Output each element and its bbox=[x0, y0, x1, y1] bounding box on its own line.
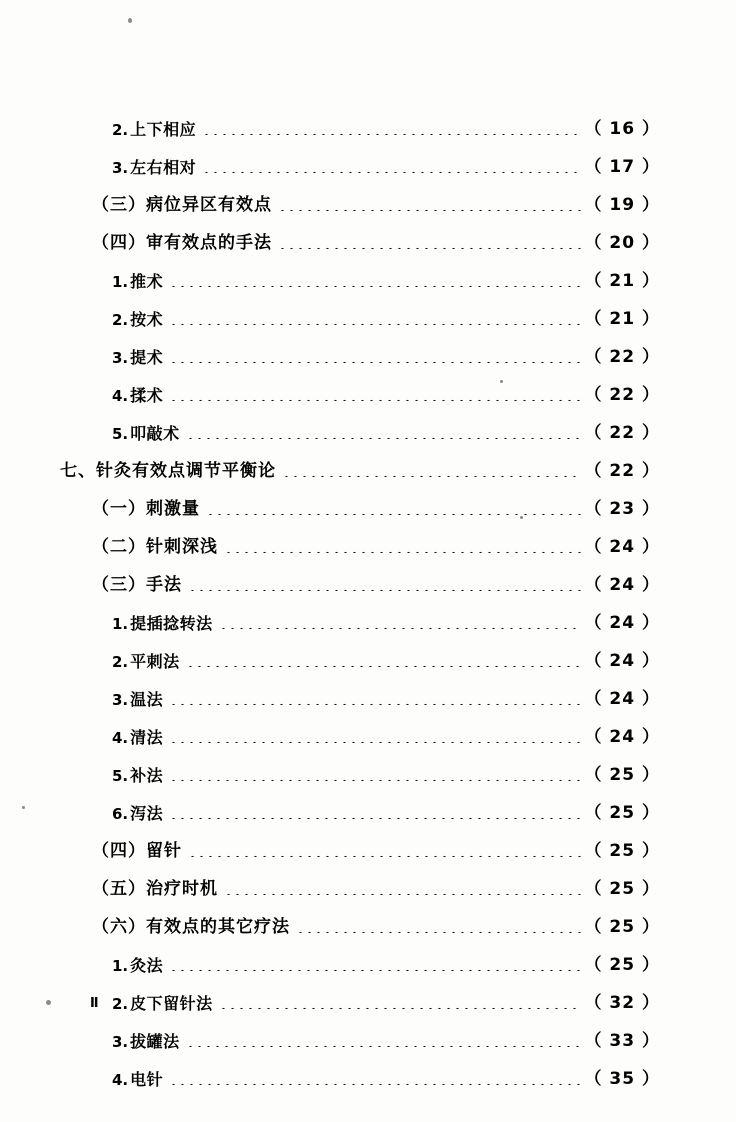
toc-entry-number: 5. bbox=[112, 767, 129, 785]
toc-entry-page-number: （ 25 ） bbox=[584, 879, 660, 899]
toc-entry-page-number: （ 24 ） bbox=[584, 537, 660, 557]
dot-leader bbox=[186, 429, 581, 439]
toc-entry-page-number: （ 24 ） bbox=[584, 727, 660, 747]
toc-entry[interactable] bbox=[60, 214, 660, 252]
toc-entry-page-number: （ 22 ） bbox=[584, 347, 660, 367]
toc-entry-number: 1. bbox=[112, 273, 129, 291]
toc-entry-page-number: （ 24 ） bbox=[584, 689, 660, 709]
dot-leader bbox=[169, 695, 580, 705]
toc-entry-page-number: （ 20 ） bbox=[584, 233, 660, 253]
page-folio: Ⅱ bbox=[90, 996, 100, 1011]
dot-leader bbox=[169, 353, 580, 363]
toc-entry-page-number: （ 22 ） bbox=[584, 423, 660, 443]
toc-entry-page-number: （ 25 ） bbox=[584, 803, 660, 823]
toc-entry[interactable] bbox=[60, 708, 660, 746]
toc-entry-label: 补法 bbox=[130, 766, 164, 785]
dot-leader bbox=[169, 277, 580, 287]
toc-entry-label: 灸法 bbox=[130, 956, 164, 975]
dot-leader bbox=[224, 543, 581, 553]
toc-entry[interactable] bbox=[60, 556, 660, 594]
toc-entry-label: 按术 bbox=[130, 310, 164, 329]
toc-entry-page-number: （ 22 ） bbox=[584, 385, 660, 405]
toc-entry-label: （六）有效点的其它疗法 bbox=[92, 917, 290, 937]
toc-entry-number: 6. bbox=[112, 805, 129, 823]
toc-entry[interactable] bbox=[60, 480, 660, 518]
toc-entry[interactable] bbox=[60, 594, 660, 632]
dot-leader bbox=[169, 771, 580, 781]
toc-entry[interactable] bbox=[60, 784, 660, 822]
toc-entry-number: 3. bbox=[112, 691, 129, 709]
toc-entry-number: 1. bbox=[112, 615, 129, 633]
toc-entry-page-number: （ 23 ） bbox=[584, 499, 660, 519]
toc-entry[interactable] bbox=[60, 936, 660, 974]
toc-entry-label: 清法 bbox=[130, 728, 164, 747]
toc-entry[interactable] bbox=[60, 290, 660, 328]
dot-leader bbox=[169, 961, 580, 971]
dot-leader bbox=[169, 809, 580, 819]
dot-leader bbox=[278, 201, 581, 211]
toc-entry-number: 2. bbox=[112, 311, 129, 329]
toc-entry-number: 3. bbox=[112, 349, 129, 367]
toc-entry[interactable] bbox=[60, 974, 660, 1012]
toc-entry-label: 皮下留针法 bbox=[130, 994, 213, 1013]
toc-entry-page-number: （ 25 ） bbox=[584, 841, 660, 861]
toc-entry-label: 叩敲术 bbox=[130, 424, 180, 443]
toc-entry-label: 推术 bbox=[130, 272, 164, 291]
toc-entry[interactable] bbox=[60, 328, 660, 366]
toc-entry-number: 4. bbox=[112, 1071, 129, 1089]
scan-speck bbox=[128, 18, 132, 23]
toc-entry-page-number: （ 25 ） bbox=[584, 917, 660, 937]
toc-entry[interactable] bbox=[60, 176, 660, 214]
toc-entry-label: 左右相对 bbox=[130, 158, 197, 177]
toc-entry-page-number: （ 16 ） bbox=[584, 119, 660, 139]
dot-leader bbox=[206, 505, 581, 515]
dot-leader bbox=[169, 315, 580, 325]
toc-entry[interactable] bbox=[60, 670, 660, 708]
dot-leader bbox=[278, 239, 581, 249]
dot-leader bbox=[169, 733, 580, 743]
toc-entry-page-number: （ 24 ） bbox=[584, 575, 660, 595]
toc-entry[interactable] bbox=[60, 442, 660, 480]
toc-entry-page-number: （ 19 ） bbox=[584, 195, 660, 215]
toc-entry-number: 2. bbox=[112, 995, 129, 1013]
scan-speck bbox=[22, 806, 25, 809]
toc-entry-page-number: （ 22 ） bbox=[584, 461, 660, 481]
toc-entry-page-number: （ 24 ） bbox=[584, 613, 660, 633]
toc-entry-label: （三）手法 bbox=[92, 575, 182, 595]
toc-entry-page-number: （ 24 ） bbox=[584, 651, 660, 671]
toc-entry-label: （五）治疗时机 bbox=[92, 879, 218, 899]
toc-entry-label: （一）刺激量 bbox=[92, 499, 200, 519]
dot-leader bbox=[202, 163, 580, 173]
dot-leader bbox=[188, 581, 581, 591]
toc-entry-number: 2. bbox=[112, 121, 129, 139]
toc-entry-page-number: （ 25 ） bbox=[584, 765, 660, 785]
toc-entry-page-number: （ 25 ） bbox=[584, 955, 660, 975]
toc-entry[interactable] bbox=[60, 518, 660, 556]
toc-entry-number: 3. bbox=[112, 1033, 129, 1051]
toc-entry-label: 电针 bbox=[130, 1070, 164, 1089]
toc-entry[interactable] bbox=[60, 366, 660, 404]
toc-entry-number: 1. bbox=[112, 957, 129, 975]
toc-entry-page-number: （ 33 ） bbox=[584, 1031, 660, 1051]
toc-entry-label: 温法 bbox=[130, 690, 164, 709]
toc-entry[interactable] bbox=[60, 252, 660, 290]
toc-entry-label: 提插捻转法 bbox=[130, 614, 213, 633]
toc-entry-number: 4. bbox=[112, 387, 129, 405]
toc-entry-label: 揉术 bbox=[130, 386, 164, 405]
toc-entry[interactable] bbox=[60, 404, 660, 442]
dot-leader bbox=[186, 657, 581, 667]
toc-entry-page-number: （ 21 ） bbox=[584, 309, 660, 329]
toc-entry-number: 4. bbox=[112, 729, 129, 747]
toc-entry-label: （四）审有效点的手法 bbox=[92, 233, 272, 253]
toc-entry-label: 拔罐法 bbox=[130, 1032, 180, 1051]
dot-leader bbox=[186, 1037, 581, 1047]
dot-leader bbox=[188, 847, 581, 857]
dot-leader bbox=[169, 1075, 580, 1085]
toc-entry-label: 七、针灸有效点调节平衡论 bbox=[60, 461, 276, 481]
toc-entry-label: 泻法 bbox=[130, 804, 164, 823]
toc-entry-label: （二）针刺深浅 bbox=[92, 537, 218, 557]
toc-entry-page-number: （ 17 ） bbox=[584, 157, 660, 177]
toc-entry-number: 5. bbox=[112, 425, 129, 443]
dot-leader bbox=[219, 619, 581, 629]
toc-entry-label: 提术 bbox=[130, 348, 164, 367]
toc-entry[interactable] bbox=[60, 822, 660, 860]
table-of-contents bbox=[60, 100, 660, 1088]
scan-speck bbox=[46, 1000, 51, 1005]
toc-entry[interactable] bbox=[60, 138, 660, 176]
dot-leader bbox=[219, 999, 581, 1009]
dot-leader bbox=[224, 885, 581, 895]
toc-entry-label: 上下相应 bbox=[130, 120, 197, 139]
toc-entry-page-number: （ 35 ） bbox=[584, 1069, 660, 1089]
dot-leader bbox=[296, 923, 581, 933]
toc-entry[interactable] bbox=[60, 632, 660, 670]
dot-leader bbox=[282, 467, 581, 477]
toc-entry-number: 3. bbox=[112, 159, 129, 177]
toc-entry-label: （三）病位异区有效点 bbox=[92, 195, 272, 215]
toc-entry-label: 平刺法 bbox=[130, 652, 180, 671]
toc-entry[interactable] bbox=[60, 860, 660, 898]
toc-entry[interactable] bbox=[60, 1012, 660, 1050]
toc-entry-label: （四）留针 bbox=[92, 841, 182, 861]
dot-leader bbox=[202, 125, 580, 135]
toc-entry[interactable] bbox=[60, 746, 660, 784]
toc-entry[interactable] bbox=[60, 100, 660, 138]
toc-entry-page-number: （ 32 ） bbox=[584, 993, 660, 1013]
toc-entry-page-number: （ 21 ） bbox=[584, 271, 660, 291]
toc-entry-number: 2. bbox=[112, 653, 129, 671]
toc-entry[interactable] bbox=[60, 898, 660, 936]
dot-leader bbox=[169, 391, 580, 401]
toc-entry[interactable] bbox=[60, 1050, 660, 1088]
